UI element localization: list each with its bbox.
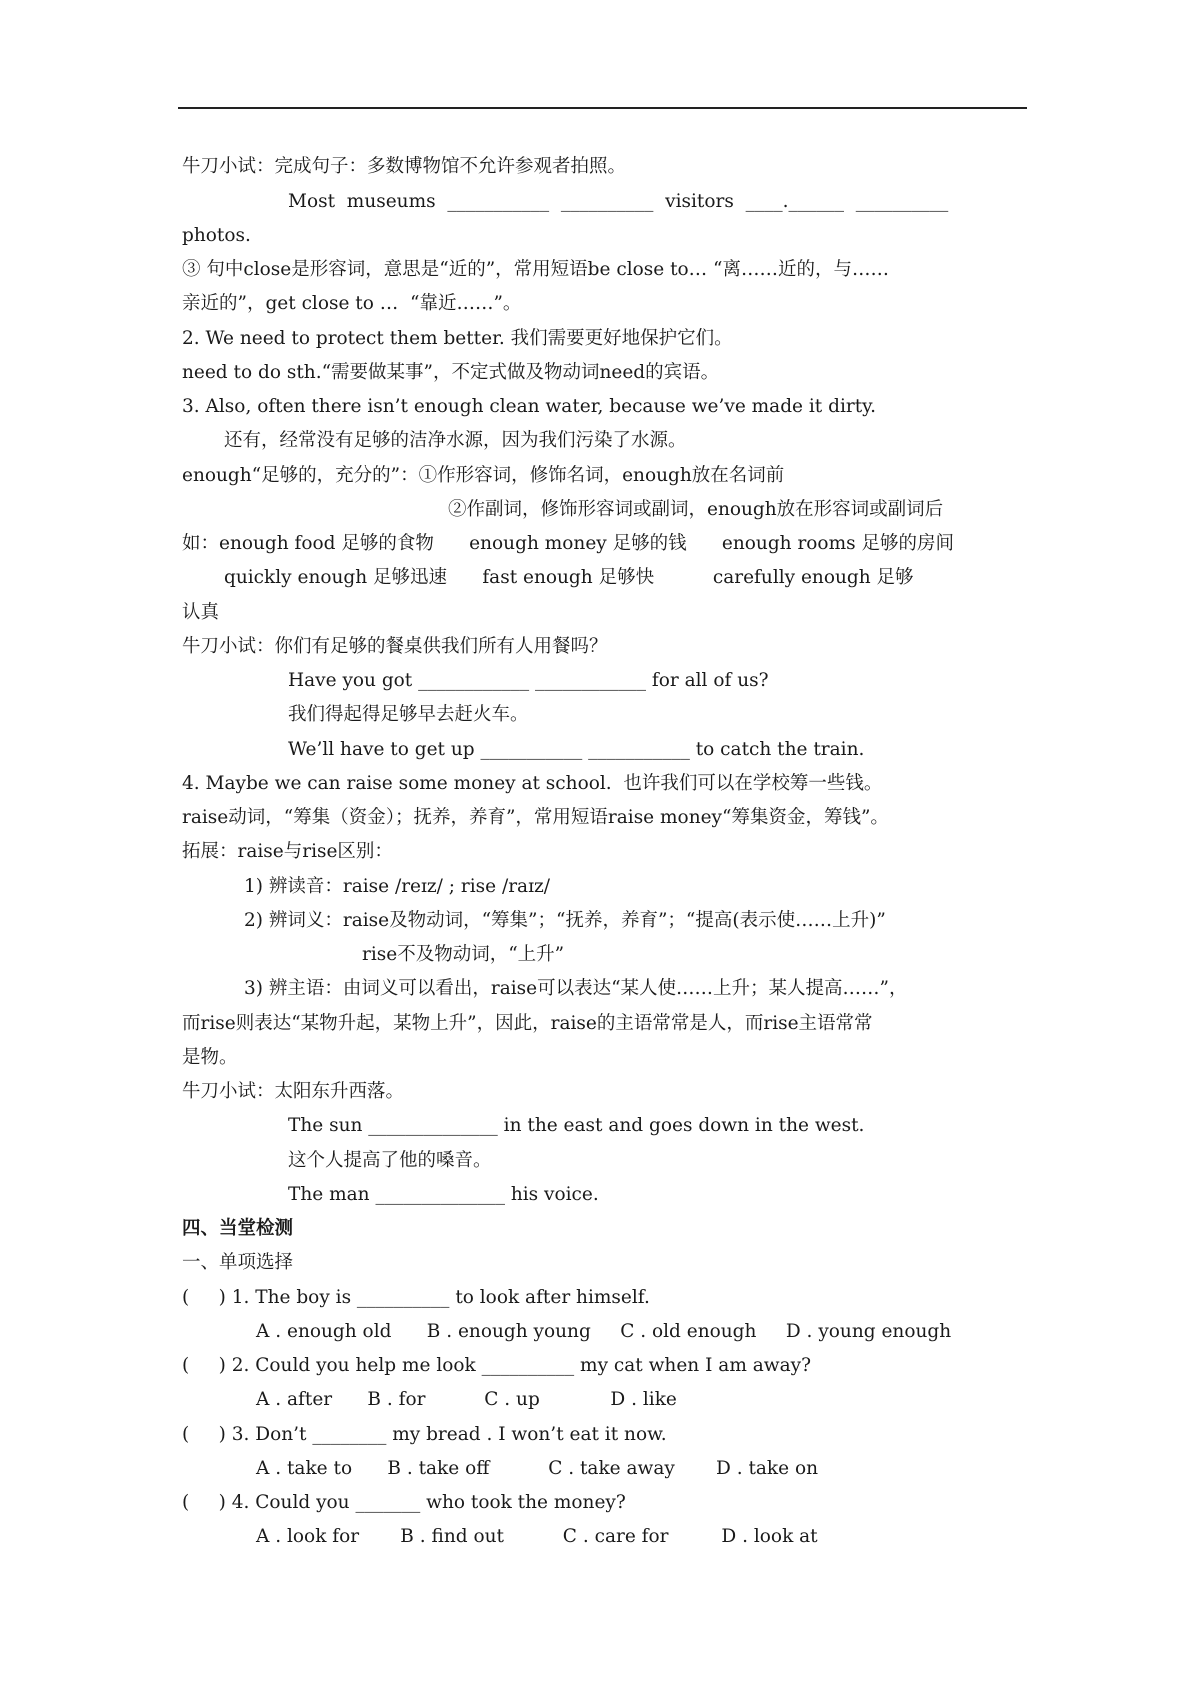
text-line: ③ 句中close是形容词，意思是“近的”，常用短语be close to… “离……近的，与…… (182, 259, 889, 280)
text-line: raise动词，“筹集（资金）；抚养，养育”，常用短语raise money“筹集资金，筹钱”。 (182, 807, 889, 828)
practice-heading: 牛刀小试：太阳东升西落。 (182, 1081, 405, 1102)
practice-heading: 牛刀小试：你们有足够的餐桌供我们所有人用餐吗？ (182, 636, 608, 657)
fill-in-sentence: The sun ______________ in the east and goes down in the west. (288, 1115, 865, 1136)
question-3-options: A . take to B . take off C . take away D . take on (256, 1458, 819, 1479)
text-line: photos. (182, 225, 251, 246)
question-4-options: A . look for B . find out C . care for D . look at (256, 1526, 818, 1547)
text-line: 认真 (182, 602, 220, 623)
text-line: need to do sth.“需要做某事”，不定式做及物动词need的宾语。 (182, 362, 720, 383)
question-1-options: A . enough old B . enough young C . old enough D . young enough (256, 1321, 952, 1342)
fill-in-sentence: Have you got ____________ ____________ for all of us? (288, 670, 769, 691)
header-rule (178, 107, 1027, 109)
text-line: 亲近的”，get close to … “靠近……”。 (182, 293, 522, 314)
text-line: 我们得起得足够早去赶火车。 (288, 704, 529, 725)
fill-in-sentence: Most museums ___________ __________ visitors ____.______ __________ (288, 191, 949, 212)
text-line: rise不及物动词，“上升” (362, 944, 565, 965)
text-line: 拓展：raise与rise区别： (182, 841, 393, 862)
text-line: 3. Also, often there isn’t enough clean water, because we’ve made it dirty. (182, 396, 877, 417)
subsection-heading: 一、单项选择 (182, 1252, 294, 1273)
practice-heading: 牛刀小试：完成句子：多数博物馆不允许参观者拍照。 (182, 156, 627, 177)
text-line: enough“足够的，充分的”：①作形容词，修饰名词，enough放在名词前 (182, 465, 785, 486)
text-line: 1) 辨读音：raise /reɪz/ ; rise /raɪz/ (244, 876, 550, 897)
text-line: 3) 辨主语：由词义可以看出，raise可以表达“某人使……上升；某人提高……”， (244, 978, 908, 999)
text-line: 2) 辨词义：raise及物动词，“筹集”；“抚养，养育”；“提高(表示使……上升)” (244, 910, 886, 931)
text-line: 这个人提高了他的嗓音。 (288, 1150, 492, 1171)
text-line: ②作副词，修饰形容词或副词，enough放在形容词或副词后 (448, 499, 944, 520)
section-heading: 四、当堂检测 (182, 1218, 294, 1239)
fill-in-sentence: We’ll have to get up ___________ ___________ to catch the train. (288, 739, 865, 760)
text-line: 是物。 (182, 1047, 238, 1068)
question-3: ( ) 3. Don’t ________ my bread . I won’t eat it now. (182, 1424, 667, 1445)
question-2: ( ) 2. Could you help me look __________ my cat when I am away? (182, 1355, 811, 1376)
question-4: ( ) 4. Could you _______ who took the money? (182, 1492, 626, 1513)
question-1: ( ) 1. The boy is __________ to look after himself. (182, 1287, 650, 1308)
text-line: quickly enough 足够迅速 fast enough 足够快 carefully enough 足够 (224, 567, 914, 588)
text-line: 4. Maybe we can raise some money at school. 也许我们可以在学校筹一些钱。 (182, 773, 883, 794)
text-line: 2. We need to protect them better. 我们需要更好地保护它们。 (182, 328, 733, 349)
question-2-options: A . after B . for C . up D . like (256, 1389, 677, 1410)
text-line: 而rise则表达“某物升起，某物上升”，因此，raise的主语常常是人，而rise主语常常 (182, 1013, 873, 1034)
fill-in-sentence: The man ______________ his voice. (288, 1184, 599, 1205)
text-line: 还有，经常没有足够的洁净水源，因为我们污染了水源。 (224, 430, 687, 451)
text-line: 如：enough food 足够的食物 enough money 足够的钱 enough rooms 足够的房间 (182, 533, 954, 554)
